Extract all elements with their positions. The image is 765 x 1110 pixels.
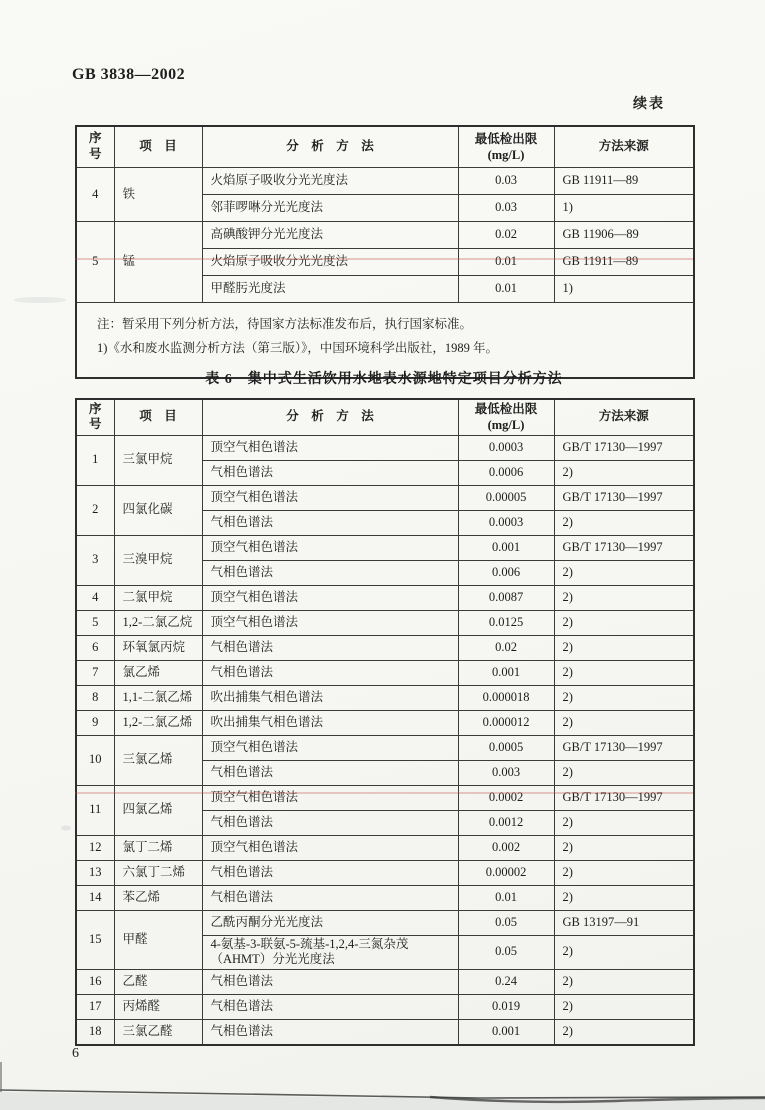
limit-cell: 0.0002 [458, 785, 554, 810]
page-number: 6 [72, 1046, 79, 1061]
table-row [76, 860, 694, 885]
column-header-limit-line1: 最低检出限 [474, 131, 538, 146]
item-cell: 三氯甲烷 [114, 435, 202, 485]
item-cell: 四氯化碳 [114, 485, 202, 535]
column-header-limit-line2: (mg/L) [487, 148, 525, 162]
item-cell: 1,2-二氯乙烯 [114, 710, 202, 735]
table-row [76, 435, 694, 460]
source-cell: 2) [554, 710, 694, 735]
item-cell: 氯乙烯 [114, 660, 202, 685]
table-row [76, 585, 694, 610]
item-cell: 丙烯醛 [114, 994, 202, 1019]
note-line-2: 1)《水和废水监测分析方法（第三版）》，中国环境科学出版社，1989 年。 [97, 340, 499, 355]
item-cell: 三溴甲烷 [114, 535, 202, 585]
limit-cell: 0.0012 [458, 810, 554, 835]
method-cell: 吹出捕集气相色谱法 [202, 685, 458, 710]
header-row [76, 126, 694, 168]
column-header-method: 分 析 方 法 [202, 126, 458, 168]
table-row [76, 994, 694, 1019]
source-cell: GB 13197—91 [554, 910, 694, 935]
method-cell: 顶空气相色谱法 [202, 585, 458, 610]
column-header-limit [458, 126, 554, 168]
row-no-cell: 1 [76, 435, 114, 485]
row-no-cell: 10 [76, 735, 114, 785]
method-cell: 吹出捕集气相色谱法 [202, 710, 458, 735]
table-row [76, 885, 694, 910]
table-note [76, 303, 694, 378]
table5-continued [75, 125, 695, 379]
table-row [76, 168, 694, 195]
method-cell: 气相色谱法 [202, 660, 458, 685]
table-row [76, 685, 694, 710]
item-cell: 1,2-二氯乙烷 [114, 610, 202, 635]
source-cell: 2) [554, 835, 694, 860]
note-line-1: 注：暂采用下列分析方法，待国家方法标准发布后，执行国家标准。 [97, 317, 473, 331]
row-no-cell: 6 [76, 635, 114, 660]
table5-note-section [76, 303, 694, 378]
row-no-cell: 7 [76, 660, 114, 685]
method-cell: 气相色谱法 [202, 635, 458, 660]
row-no-cell: 9 [76, 710, 114, 735]
limit-cell: 0.000012 [458, 710, 554, 735]
item-cell: 环氧氯丙烷 [114, 635, 202, 660]
source-cell: GB/T 17130—1997 [554, 435, 694, 460]
column-header-source: 方法来源 [554, 126, 694, 168]
row-no-cell: 11 [76, 785, 114, 835]
column-header-item: 项 目 [114, 399, 202, 435]
item-cell: 甲醛 [114, 910, 202, 969]
row-no-cell: 14 [76, 885, 114, 910]
source-cell: GB 11911—89 [554, 249, 694, 276]
method-cell: 气相色谱法 [202, 885, 458, 910]
method-cell: 气相色谱法 [202, 969, 458, 994]
column-header-limit-line2: (mg/L) [487, 418, 525, 433]
table6 [75, 398, 695, 1046]
method-cell: 气相色谱法 [202, 760, 458, 785]
table-row [76, 610, 694, 635]
source-cell: 2) [554, 610, 694, 635]
table-row [76, 1019, 694, 1045]
table5-header [76, 126, 694, 168]
item-cell: 四氯乙烯 [114, 785, 202, 835]
row-no-cell: 4 [76, 168, 114, 222]
table-row [76, 535, 694, 560]
method-cell: 顶空气相色谱法 [202, 735, 458, 760]
method-cell: 顶空气相色谱法 [202, 435, 458, 460]
limit-cell: 0.002 [458, 835, 554, 860]
row-no-cell: 5 [76, 222, 114, 303]
method-cell: 顶空气相色谱法 [202, 610, 458, 635]
limit-cell: 0.03 [458, 195, 554, 222]
row-no-cell: 13 [76, 860, 114, 885]
source-cell: 1) [554, 276, 694, 303]
limit-cell: 0.0006 [458, 460, 554, 485]
row-no-cell: 4 [76, 585, 114, 610]
limit-cell: 0.05 [458, 910, 554, 935]
table-row [76, 969, 694, 994]
limit-cell: 0.0087 [458, 585, 554, 610]
item-cell: 苯乙烯 [114, 885, 202, 910]
source-cell: 2) [554, 685, 694, 710]
limit-cell: 0.001 [458, 535, 554, 560]
row-no-cell: 15 [76, 910, 114, 969]
limit-cell: 0.003 [458, 760, 554, 785]
item-cell: 铁 [114, 168, 202, 222]
limit-cell: 0.01 [458, 276, 554, 303]
source-cell: GB 11911—89 [554, 168, 694, 195]
item-cell: 1,1-二氯乙烯 [114, 685, 202, 710]
source-cell: 2) [554, 460, 694, 485]
item-cell: 三氯乙烯 [114, 735, 202, 785]
source-cell: 2) [554, 810, 694, 835]
item-cell: 乙醛 [114, 969, 202, 994]
source-cell: 2) [554, 969, 694, 994]
limit-cell: 0.01 [458, 249, 554, 276]
column-header-no: 序号 [76, 399, 114, 435]
limit-cell: 0.0005 [458, 735, 554, 760]
row-no-cell: 17 [76, 994, 114, 1019]
table6-header [76, 399, 694, 435]
method-cell: 4-氨基-3-联氨-5-巯基-1,2,4-三氮杂茂（AHMT）分光光度法 [202, 935, 458, 969]
row-no-cell: 16 [76, 969, 114, 994]
source-cell: 2) [554, 1019, 694, 1045]
source-cell: GB/T 17130—1997 [554, 485, 694, 510]
table-row [76, 835, 694, 860]
source-cell: 2) [554, 935, 694, 969]
source-cell: 2) [554, 760, 694, 785]
column-header-source: 方法来源 [554, 399, 694, 435]
limit-cell: 0.000018 [458, 685, 554, 710]
continued-table-label: 续表 [633, 97, 665, 112]
scan-artifact-line [75, 258, 693, 260]
table-row [76, 635, 694, 660]
method-cell: 气相色谱法 [202, 860, 458, 885]
limit-cell: 0.03 [458, 168, 554, 195]
limit-cell: 0.00005 [458, 485, 554, 510]
item-cell: 锰 [114, 222, 202, 303]
column-header-method: 分 析 方 法 [202, 399, 458, 435]
source-cell: 2) [554, 994, 694, 1019]
method-cell: 乙酰丙酮分光光度法 [202, 910, 458, 935]
source-cell: 2) [554, 585, 694, 610]
method-cell: 顶空气相色谱法 [202, 535, 458, 560]
limit-cell: 0.0003 [458, 510, 554, 535]
limit-cell: 0.001 [458, 660, 554, 685]
limit-cell: 0.001 [458, 1019, 554, 1045]
limit-cell: 0.02 [458, 222, 554, 249]
table-row [76, 735, 694, 760]
method-cell: 气相色谱法 [202, 510, 458, 535]
source-cell: 2) [554, 560, 694, 585]
table-row [76, 222, 694, 249]
row-no-cell: 2 [76, 485, 114, 535]
table6-body [76, 435, 694, 1045]
limit-cell: 0.24 [458, 969, 554, 994]
method-cell: 气相色谱法 [202, 810, 458, 835]
table5-body [76, 168, 694, 303]
method-cell: 气相色谱法 [202, 994, 458, 1019]
source-cell: 2) [554, 885, 694, 910]
table-row [76, 485, 694, 510]
method-cell: 火焰原子吸收分光光度法 [202, 249, 458, 276]
row-no-cell: 3 [76, 535, 114, 585]
limit-cell: 0.0125 [458, 610, 554, 635]
column-header-item: 项 目 [114, 126, 202, 168]
source-cell: 1) [554, 195, 694, 222]
header-row [76, 399, 694, 435]
table-row [76, 910, 694, 935]
method-cell: 顶空气相色谱法 [202, 835, 458, 860]
method-cell: 甲醛肟光度法 [202, 276, 458, 303]
column-header-limit [458, 399, 554, 435]
source-cell: 2) [554, 860, 694, 885]
method-cell: 气相色谱法 [202, 460, 458, 485]
row-no-cell: 12 [76, 835, 114, 860]
doc-code: GB 3838—2002 [72, 66, 186, 83]
table-row [76, 660, 694, 685]
limit-cell: 0.02 [458, 635, 554, 660]
item-cell: 三氯乙醛 [114, 1019, 202, 1045]
source-cell: 2) [554, 510, 694, 535]
method-cell: 邻菲啰啉分光光度法 [202, 195, 458, 222]
item-cell: 氯丁二烯 [114, 835, 202, 860]
method-cell: 气相色谱法 [202, 560, 458, 585]
item-cell: 二氯甲烷 [114, 585, 202, 610]
source-cell: GB/T 17130—1997 [554, 785, 694, 810]
source-cell: 2) [554, 660, 694, 685]
source-cell: GB 11906—89 [554, 222, 694, 249]
scan-artifact-line [75, 792, 693, 794]
limit-cell: 0.00002 [458, 860, 554, 885]
limit-cell: 0.05 [458, 935, 554, 969]
source-cell: 2) [554, 635, 694, 660]
limit-cell: 0.0003 [458, 435, 554, 460]
column-header-no: 序号 [76, 126, 114, 168]
item-cell: 六氯丁二烯 [114, 860, 202, 885]
table-row [76, 785, 694, 810]
note-row [76, 303, 694, 378]
method-cell: 火焰原子吸收分光光度法 [202, 168, 458, 195]
source-cell: GB/T 17130—1997 [554, 535, 694, 560]
method-cell: 顶空气相色谱法 [202, 785, 458, 810]
method-cell: 气相色谱法 [202, 1019, 458, 1045]
limit-cell: 0.019 [458, 994, 554, 1019]
method-cell: 高碘酸钾分光光度法 [202, 222, 458, 249]
source-cell: GB/T 17130—1997 [554, 735, 694, 760]
table6-title: 表 6 集中式生活饮用水地表水源地特定项目分析方法 [205, 372, 563, 387]
row-no-cell: 5 [76, 610, 114, 635]
method-cell: 顶空气相色谱法 [202, 485, 458, 510]
column-header-limit-line1: 最低检出限 [474, 402, 538, 416]
table-row [76, 710, 694, 735]
limit-cell: 0.01 [458, 885, 554, 910]
row-no-cell: 8 [76, 685, 114, 710]
limit-cell: 0.006 [458, 560, 554, 585]
row-no-cell: 18 [76, 1019, 114, 1045]
